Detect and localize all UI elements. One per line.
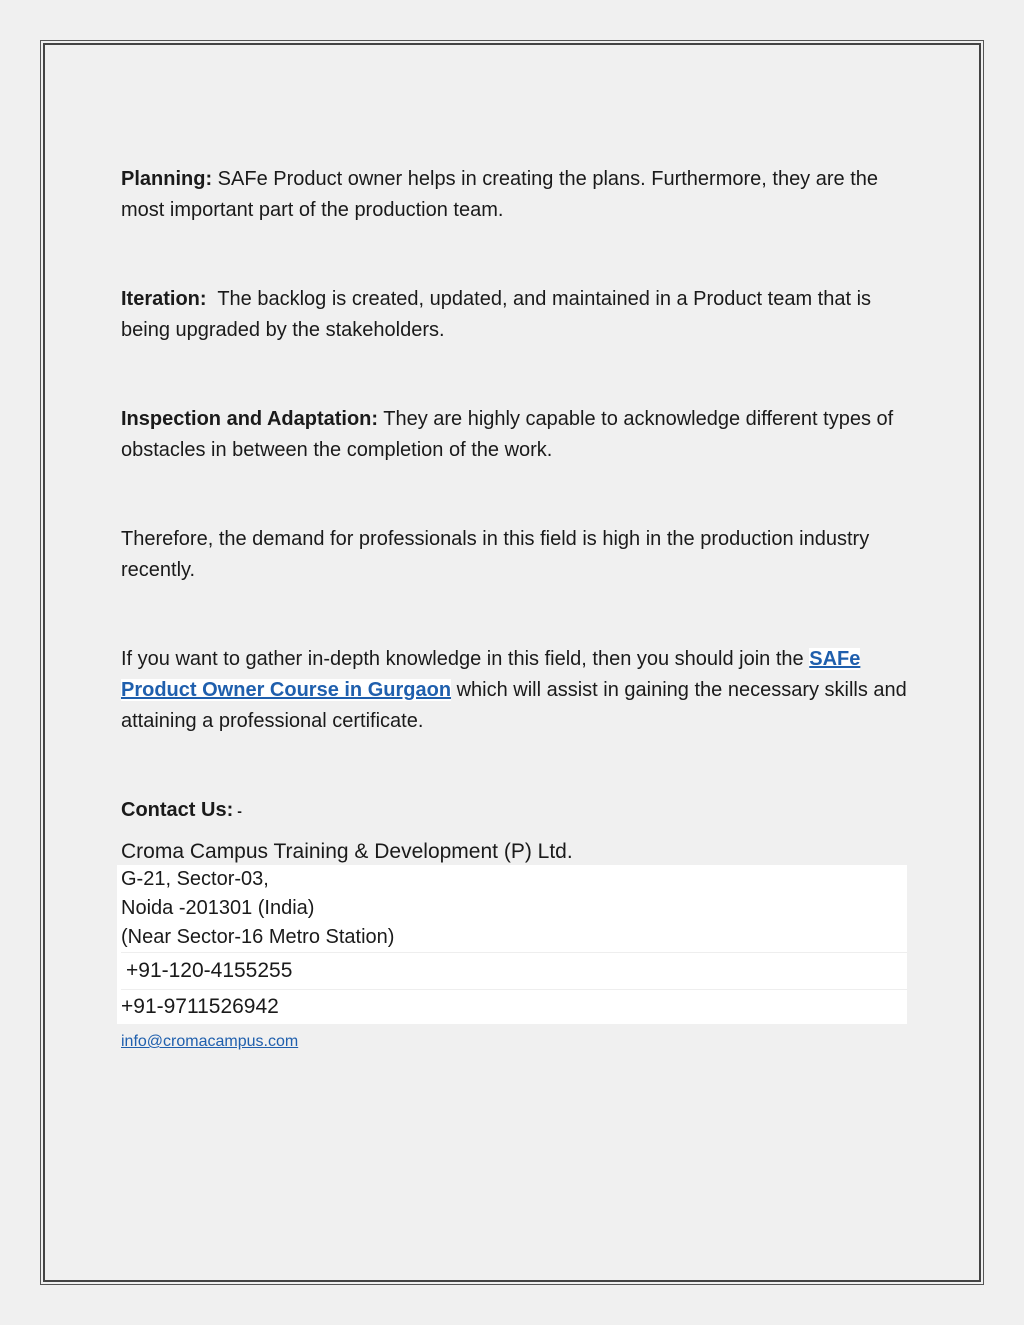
planning-text: SAFe Product owner helps in creating the plans. Furthermore, they are the most important part of the production team. <box>121 168 879 221</box>
phone-number-1: +91-120-4155255 <box>121 952 907 989</box>
contact-heading-label: Contact Us: <box>121 799 234 821</box>
iteration-label: Iteration: <box>121 288 207 310</box>
document-body <box>121 164 911 1056</box>
phone-number-2: +91-9711526942 <box>121 989 907 1024</box>
company-name: Croma Campus Training & Development (P) Ltd. <box>121 840 573 863</box>
address-line: (Near Sector-16 Metro Station) <box>121 926 395 948</box>
planning-label: Planning: <box>121 168 213 190</box>
join-text-before: If you want to gather in-depth knowledge in this field, then you should join the <box>121 648 810 670</box>
inspection-text: They are highly capable to acknowledge different types of obstacles in between the completion of the work. <box>121 408 894 461</box>
inspection-label: Inspection and Adaptation: <box>121 408 379 430</box>
therefore-paragraph <box>121 524 911 586</box>
contact-heading <box>121 795 911 827</box>
join-paragraph <box>121 644 911 737</box>
address-line: Noida -201301 (India) <box>121 897 315 919</box>
course-link[interactable]: SAFe Product Owner Course in Gurgaon <box>121 648 861 701</box>
address-block <box>117 865 907 1024</box>
contact-heading-dash: - <box>237 803 242 819</box>
therefore-text: Therefore, the demand for professionals in this field is high in the production industry recently. <box>121 528 870 581</box>
join-text-after: which will assist in gaining the necessary skills and attaining a professional certificate. <box>121 679 907 732</box>
iteration-text: The backlog is created, updated, and maintained in a Product team that is being upgraded by the stakeholders. <box>121 288 877 341</box>
email-link[interactable]: info@cromacampus.com <box>121 1033 299 1050</box>
iteration-paragraph <box>121 284 911 346</box>
address-line: G-21, Sector-03, <box>121 868 269 890</box>
inspection-paragraph <box>121 404 911 466</box>
planning-paragraph <box>121 164 911 226</box>
